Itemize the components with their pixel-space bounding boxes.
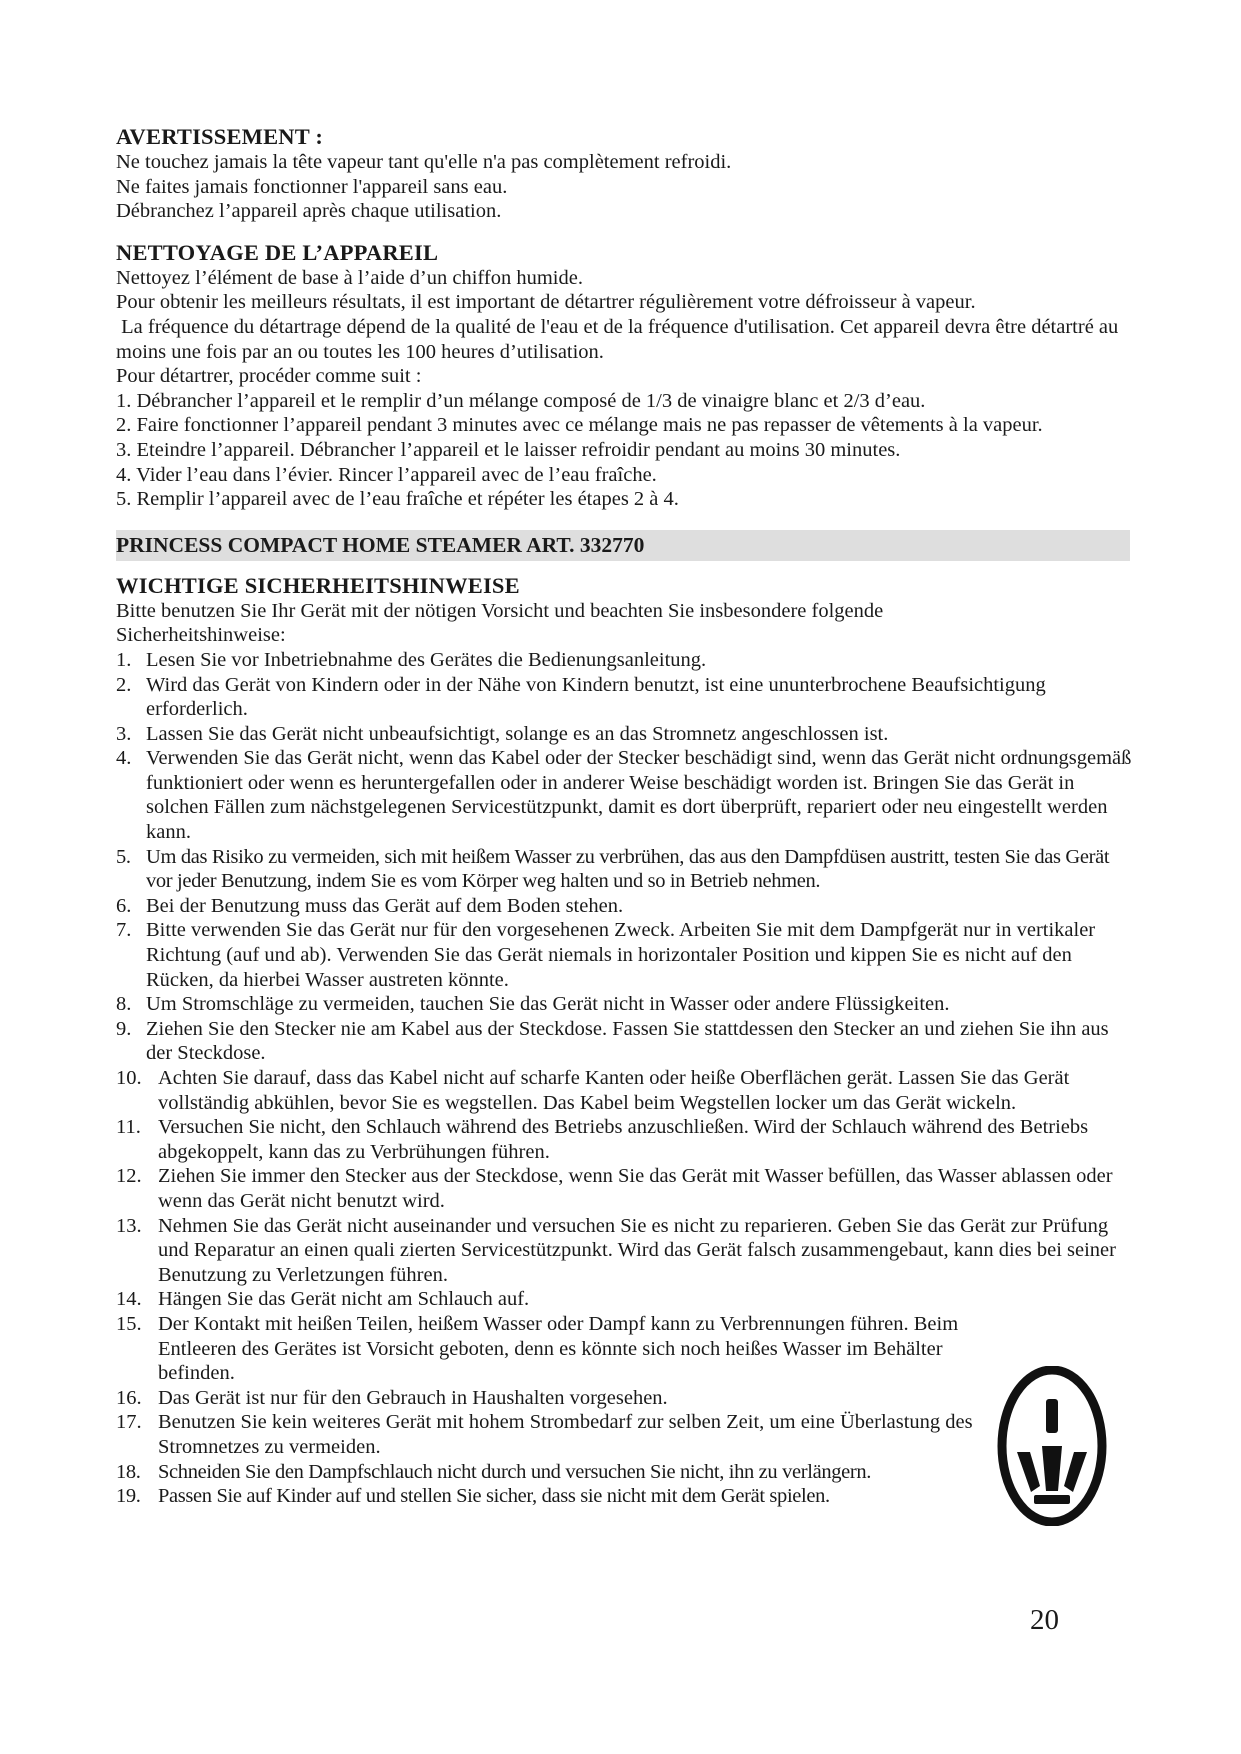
- list-item: 2. Wird das Gerät von Kindern oder in der Nähe von Kindern benutzt, ist eine ununterbrochene Beaufsichtigung erforderlich.: [116, 673, 1046, 721]
- de-safety-title: WICHTIGE SICHERHEITSHINWEISE: [116, 572, 520, 598]
- fr-warning-line: Débranchez l’appareil après chaque utilisation.: [116, 200, 502, 223]
- list-item: 12. Ziehen Sie immer den Stecker aus der Steckdose, wenn Sie das Gerät mit Wasser befüllen, das Wasser ablassen oder wenn das Gerät nicht benutzt wird.: [116, 1165, 1113, 1212]
- fr-descaling-steps: [116, 389, 1136, 512]
- list-item: 10. Achten Sie darauf, dass das Kabel nicht auf scharfe Kanten oder heiße Oberflächen gerät. Lassen Sie das Gerät vollständig abkühlen, bevor Sie es wegstellen. Das Kabel beim Wegstellen locker um das Gerät wickeln.: [116, 1067, 1070, 1114]
- list-item: 1. Lesen Sie vor Inbetriebnahme des Gerätes die Bedienungsanleitung.: [116, 648, 707, 671]
- list-item: 17. Benutzen Sie kein weiteres Gerät mit hohem Strombedarf zur selben Zeit, um eine Überlastung des Stromnetzes zu vermeiden.: [116, 1411, 973, 1458]
- de-safety-intro: Bitte benutzen Sie Ihr Gerät mit der nötigen Vorsicht und beachten Sie insbesondere folgende Sicherheitshinweise:: [116, 599, 884, 647]
- document-page: [116, 124, 1136, 1509]
- product-title-band: [116, 530, 1130, 561]
- list-item: 6. Bei der Benutzung muss das Gerät auf dem Boden stehen.: [116, 894, 624, 917]
- fr-cleaning-section: [116, 240, 1136, 512]
- list-item: 3. Eteindre l’appareil. Débrancher l’appareil et le laisser refroidir pendant au moins 30 minutes.: [116, 438, 901, 461]
- list-item: 19. Passen Sie auf Kinder auf und stellen Sie sicher, dass sie nicht mit dem Gerät spielen.: [116, 1485, 830, 1508]
- list-item: 18. Schneiden Sie den Dampfschlauch nicht durch und versuchen Sie nicht, ihn zu verlängern.: [116, 1460, 872, 1483]
- list-item: 14. Hängen Sie das Gerät nicht am Schlauch auf.: [116, 1288, 530, 1311]
- list-item: 1. Débrancher l’appareil et le remplir d’un mélange composé de 1/3 de vinaigre blanc et 2/3 d’eau.: [116, 389, 926, 412]
- list-item: 15. Der Kontakt mit heißen Teilen, heißem Wasser oder Dampf kann zu Verbrennungen führen. Beim Entleeren des Gerätes ist Vorsicht geboten, denn es könnte sich noch heißes Wasser im Behälter befinden.: [116, 1312, 959, 1385]
- list-item: 2. Faire fonctionner l’appareil pendant 3 minutes avec ce mélange mais ne pas repasser de vêtements à la vapeur.: [116, 414, 1043, 437]
- list-item: 9. Ziehen Sie den Stecker nie am Kabel aus der Steckdose. Fassen Sie stattdessen den Stecker an und ziehen Sie ihn aus der Steckdose.: [116, 1017, 1109, 1065]
- fr-warning-line: Ne touchez jamais la tête vapeur tant qu'elle n'a pas complètement refroidi.: [116, 151, 732, 173]
- fr-cleaning-line: Pour obtenir les meilleurs résultats, il est important de détartrer régulièrement votre défroisseur à vapeur.: [116, 291, 976, 314]
- de-safety-list: [116, 648, 1136, 1509]
- product-title: PRINCESS COMPACT HOME STEAMER ART. 332770: [116, 532, 645, 557]
- fr-warning-line: Ne faites jamais fonctionner l'appareil sans eau.: [116, 175, 508, 198]
- page-number: 20: [1030, 1604, 1059, 1636]
- de-safety-section: [116, 573, 1136, 1509]
- list-item: 8. Um Stromschläge zu vermeiden, tauchen Sie das Gerät nicht in Wasser oder andere Flüssigkeiten.: [116, 993, 950, 1016]
- fr-cleaning-line: La fréquence du détartrage dépend de la qualité de l'eau et de la fréquence d'utilisation. Cet appareil devra être détartré au moins une fois par an ou toutes les 100 heures d’utilisation.: [116, 315, 1124, 363]
- list-item: 7. Bitte verwenden Sie das Gerät nur für den vorgesehenen Zweck. Arbeiten Sie mit dem Dampfgerät nur in vertikaler Richtung (auf und ab). Verwenden Sie das Gerät niemals in horizontaler Position und kippen Sie es nicht auf den Rücken, da hierbei Wasser austreten könnte.: [116, 919, 1096, 991]
- fr-cleaning-title: NETTOYAGE DE L’APPAREIL: [116, 239, 439, 265]
- list-item: 5. Um das Risiko zu vermeiden, sich mit heißem Wasser zu verbrühen, das aus den Dampfdüsen austritt, testen Sie das Gerät vor jeder Benutzung, indem Sie es vom Körper weg halten und so in Betrieb nehmen.: [116, 845, 1110, 893]
- list-item: 5. Remplir l’appareil avec de l’eau fraîche et répéter les étapes 2 à 4.: [116, 488, 679, 511]
- list-item: 11. Versuchen Sie nicht, den Schlauch während des Betriebs anzuschließen. Wird der Schlauch während des Betriebs abgekoppelt, kann das zu Verbrühungen führen.: [116, 1116, 1089, 1163]
- princess-crown-logo-icon: [996, 1366, 1108, 1526]
- fr-cleaning-line: Pour détartrer, procéder comme suit :: [116, 365, 422, 388]
- list-item: 3. Lassen Sie das Gerät nicht unbeaufsichtigt, solange es an das Stromnetz angeschlossen ist.: [116, 722, 889, 745]
- list-item: 4. Vider l’eau dans l’évier. Rincer l’appareil avec de l’eau fraîche.: [116, 463, 657, 486]
- fr-cleaning-line: Nettoyez l’élément de base à l’aide d’un chiffon humide.: [116, 266, 583, 289]
- fr-warning-title: AVERTISSEMENT :: [116, 124, 324, 149]
- list-item: 4. Verwenden Sie das Gerät nicht, wenn das Kabel oder der Stecker beschädigt sind, wenn das Gerät nicht ordnungsgemäß funktioniert oder wenn es heruntergefallen oder in anderer Weise beschädigt worden ist. Bringen Sie das Gerät in solchen Fällen zum nächstgelegenen Servicestützpunkt, damit es dort überprüft, repariert oder neu eingestellt werden kann.: [116, 747, 1132, 844]
- list-item: 16. Das Gerät ist nur für den Gebrauch in Haushalten vorgesehen.: [116, 1386, 668, 1409]
- fr-warning-section: [116, 124, 1136, 224]
- list-item: 13. Nehmen Sie das Gerät nicht auseinander und versuchen Sie es nicht zu reparieren. Geben Sie das Gerät zur Prüfung und Reparatur an einen quali zierten Servicestützpunkt. Wird das Gerät falsch zusammengebaut, kann dies bei seiner Benutzung zu Verletzungen führen.: [116, 1214, 1116, 1286]
